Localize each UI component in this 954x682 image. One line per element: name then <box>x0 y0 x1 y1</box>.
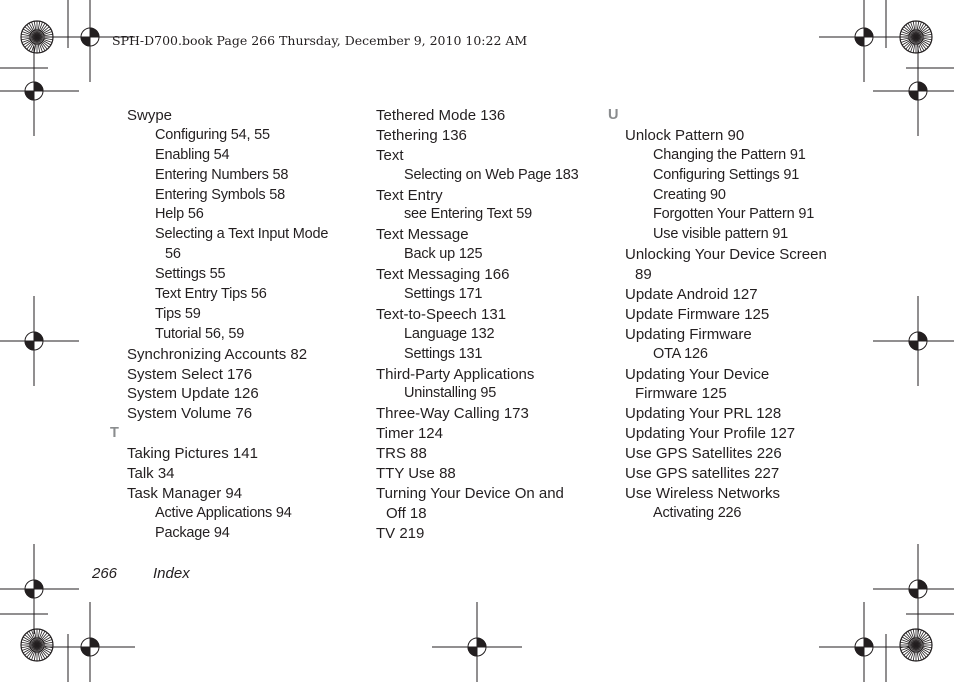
registration-rosette <box>900 21 932 53</box>
index-column-1 <box>110 106 328 544</box>
index-entry-continuation: Firmware 125 <box>635 385 727 403</box>
page-header: SPH-D700.book Page 266 Thursday, December 9, 2010 10:22 AM <box>112 33 528 48</box>
index-entry: Turning Your Device On and <box>376 484 564 502</box>
index-subentry: Tips 59 <box>155 305 201 322</box>
index-subentry: Changing the Pattern 91 <box>653 146 806 163</box>
crosshair-mark <box>873 544 954 634</box>
index-subentry: Package 94 <box>155 524 230 541</box>
registration-rosette <box>21 21 53 53</box>
index-entry: Text Message <box>376 226 469 244</box>
index-subentry: Text Entry Tips 56 <box>155 286 267 303</box>
index-entry: Updating Your PRL 128 <box>625 405 782 423</box>
crosshair-mark <box>0 544 79 634</box>
index-entry: Synchronizing Accounts 82 <box>127 345 308 363</box>
index-subentry: Language 132 <box>404 325 495 342</box>
index-subentry: Forgotten Your Pattern 91 <box>653 206 815 223</box>
index-subentry: Entering Numbers 58 <box>155 166 289 183</box>
crosshair-mark <box>873 296 954 386</box>
index-entry: Tethered Mode 136 <box>376 107 506 124</box>
index-entry: TV 219 <box>376 524 425 542</box>
index-entry: Updating Firmware <box>625 325 752 343</box>
section-title: Index <box>153 565 190 582</box>
index-entry: Three-Way Calling 173 <box>376 405 529 423</box>
index-column-2 <box>359 106 579 544</box>
index-subentry: Uninstalling 95 <box>404 385 497 402</box>
index-subentry: Settings 171 <box>404 286 483 303</box>
index-subentry: Configuring Settings 91 <box>653 166 800 183</box>
index-subentry: Use visible pattern 91 <box>653 226 789 243</box>
crosshair-mark <box>819 0 909 82</box>
index-subentry: Settings 131 <box>404 345 483 362</box>
index-subentry: Creating 90 <box>653 186 726 203</box>
index-subentry: Enabling 54 <box>155 146 230 163</box>
index-entry: Update Android 127 <box>625 286 758 304</box>
index-column-3 <box>608 106 827 524</box>
index-entry: Text Messaging 166 <box>376 266 510 284</box>
registration-rosette <box>21 629 53 661</box>
index-entry: Third-Party Applications <box>376 365 535 383</box>
index-entry: Updating Your Profile 127 <box>625 425 796 443</box>
index-subentry: see Entering Text 59 <box>404 206 532 223</box>
crosshair-mark <box>0 46 79 136</box>
index-entry: TRS 88 <box>376 445 427 463</box>
index-entry: System Select 176 <box>127 365 253 383</box>
index-entry: Talk 34 <box>127 465 175 483</box>
index-entry: Swype <box>127 107 173 124</box>
index-entry: TTY Use 88 <box>376 465 456 483</box>
index-entry: Use GPS satellites 227 <box>625 465 780 483</box>
registration-rosette <box>900 629 932 661</box>
index-entry: Text <box>376 146 404 164</box>
index-subentry: Configuring 54, 55 <box>155 126 270 143</box>
index-subentry: Entering Symbols 58 <box>155 186 285 203</box>
index-subentry: Selecting on Web Page 183 <box>404 166 579 183</box>
index-entry: Unlocking Your Device Screen <box>625 246 827 264</box>
crosshair-mark <box>819 602 909 682</box>
index-entry: Text Entry <box>376 186 443 204</box>
index-letter-heading: U <box>608 107 619 123</box>
index-subentry: Active Applications 94 <box>155 504 292 521</box>
index-subentry: Tutorial 56, 59 <box>155 325 245 342</box>
index-subentry: OTA 126 <box>653 345 708 362</box>
index-entry: Updating Your Device <box>625 365 770 383</box>
index-subentry: Settings 55 <box>155 266 226 283</box>
index-letter-heading: T <box>110 425 119 442</box>
crosshair-mark <box>432 602 522 682</box>
index-entry: System Update 126 <box>127 385 259 403</box>
index-entry-continuation: Off 18 <box>386 504 427 522</box>
index-entry-continuation: 56 <box>165 246 181 263</box>
index-entry: Timer 124 <box>376 425 443 443</box>
index-entry: Use Wireless Networks <box>625 484 781 502</box>
index-subentry: Selecting a Text Input Mode <box>155 226 329 243</box>
index-subentry: Activating 226 <box>653 504 742 521</box>
crosshair-mark <box>0 296 79 386</box>
index-entry: Text-to-Speech 131 <box>376 305 507 323</box>
index-entry: Task Manager 94 <box>127 484 243 502</box>
index-subentry: Back up 125 <box>404 246 483 263</box>
crosshair-mark <box>873 46 954 136</box>
index-entry: System Volume 76 <box>127 405 253 423</box>
index-entry: Taking Pictures 141 <box>127 445 258 463</box>
index-entry-continuation: 89 <box>635 266 652 284</box>
index-entry: Unlock Pattern 90 <box>625 126 745 144</box>
index-entry: Use GPS Satellites 226 <box>625 445 782 463</box>
page-number: 266 <box>92 565 118 582</box>
index-entry: Tethering 136 <box>376 126 467 144</box>
index-entry: Update Firmware 125 <box>625 305 770 323</box>
index-subentry: Help 56 <box>155 206 204 223</box>
crosshair-mark <box>45 602 135 682</box>
